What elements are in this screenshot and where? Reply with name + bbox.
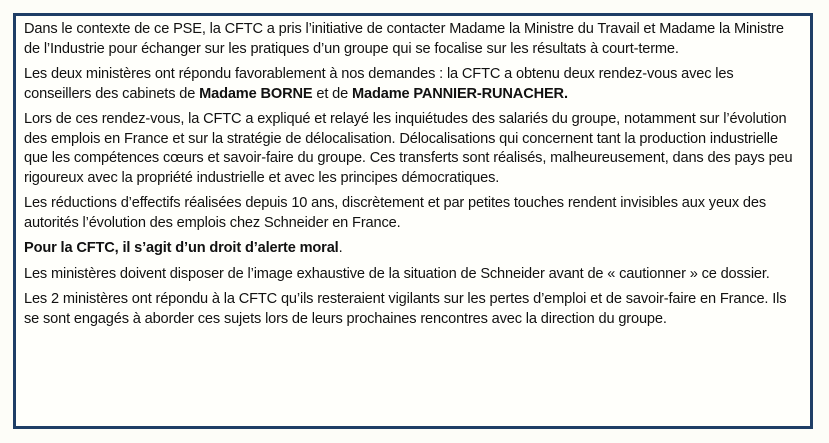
bold-moral-alert: Pour la CFTC, il s’agit d’un droit d’alerte moral (24, 240, 339, 256)
paragraph-meetings (24, 110, 802, 188)
paragraph-ministries-response (24, 65, 802, 104)
document-frame (13, 13, 813, 429)
paragraph-exhaustive-image (24, 265, 802, 285)
bold-name-borne: Madame BORNE (199, 85, 313, 102)
bold-name-pannier-runacher: Madame PANNIER-RUNACHER. (351, 85, 568, 102)
text-segment: Lors de ces rendez-vous, la CFTC a expliqué et relayé les inquiétudes des salariés du groupe, notamment sur l’évolution des emplois en France et sur la stratégie de délocalisation. Délocalisations qui concernent tant la production industrielle que les compétences cœurs et savoir-faire du groupe. Ces transferts sont réalisés, malheureusement, dans des pays peu rigoureux avec la propriété industrielle et avec les principes démocratiques. (24, 111, 793, 186)
text-segment: Les réductions d’effectifs réalisées depuis 10 ans, discrètement et par petites touches rendent invisibles aux yeux des autorités l’évolution des emplois chez Schneider en France. (24, 195, 767, 231)
paragraph-conclusion (24, 290, 802, 329)
paragraph-intro (24, 20, 802, 59)
paragraph-reductions (24, 194, 802, 233)
text-segment: Les ministères doivent disposer de l’image exhaustive de la situation de Schneider avant de « cautionner » ce dossier. (24, 265, 770, 282)
text-segment: Dans le contexte de ce PSE, la CFTC a pris l’initiative de contacter Madame la Ministre du Travail et Madame la Ministre de l’Industrie pour échanger sur les pratiques d’un groupe qui se focalise sur les résultats à court-terme. (24, 21, 784, 57)
text-segment: Les 2 ministères ont répondu à la CFTC qu’ils resteraient vigilants sur les pertes d’emploi et de savoir-faire en France. Ils se sont engagés à aborder ces sujets lors de leurs prochaines rencontres avec la direction du groupe. (24, 291, 787, 327)
document-body (16, 16, 810, 329)
text-segment: . (338, 240, 343, 256)
paragraph-moral-alert (24, 239, 802, 259)
text-segment: et de (312, 85, 352, 102)
text-segment: Les deux ministères ont répondu favorablement à nos demandes : la CFTC a obtenu deux rendez-vous avec les conseillers des cabinets de (24, 66, 734, 102)
